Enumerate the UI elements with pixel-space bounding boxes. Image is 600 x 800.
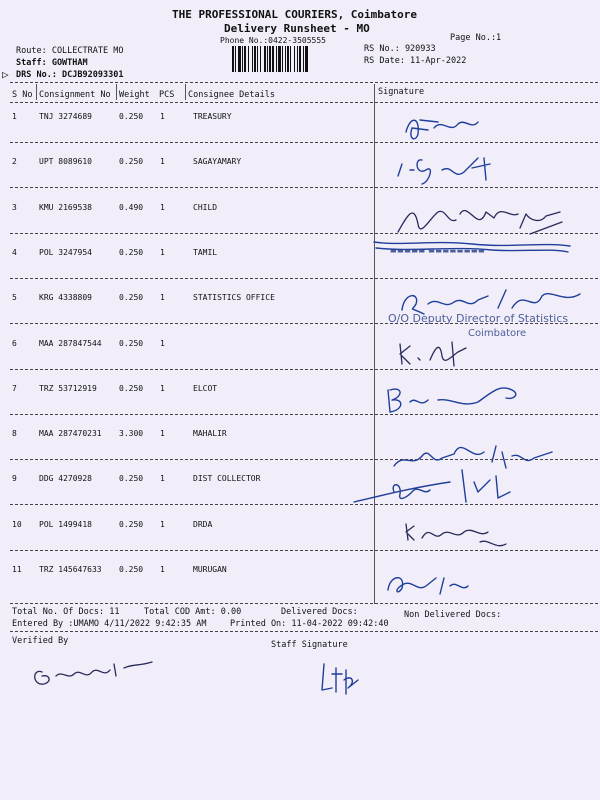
cell-weight: 0.250 [119, 383, 144, 393]
row-separator [10, 142, 598, 143]
cell-pcs: 1 [160, 474, 165, 484]
cell-consignee: DIST COLLECTOR [193, 474, 261, 484]
cell-sno: 9 [12, 474, 17, 484]
signature-row-10 [402, 518, 522, 558]
cell-consignment: MAA 287847544 [39, 338, 102, 348]
barcode-bar [267, 46, 268, 72]
barcode-bar [285, 46, 286, 72]
cell-sno: 10 [12, 519, 22, 529]
phone-number: Phone No.:0422-3505555 [220, 36, 326, 45]
barcode-bar [254, 46, 256, 72]
col-header-pcs: PCS [159, 90, 175, 100]
cell-sno: 8 [12, 429, 17, 439]
entered-by: Entered By :UMAMO 4/11/2022 9:42:35 AM [12, 619, 207, 629]
signature-row-6 [396, 336, 476, 374]
col-divider [36, 84, 37, 100]
cell-pcs: 1 [160, 247, 165, 257]
total-docs: Total No. Of Docs: 11 [12, 607, 120, 617]
col-header-consignment: Consignment No [39, 90, 111, 100]
document-title: Delivery Runsheet - MO [224, 22, 370, 35]
cell-weight: 0.250 [119, 157, 144, 167]
cell-sno: 5 [12, 293, 17, 303]
cell-consignment: UPT 8089610 [39, 157, 92, 167]
barcode-bar [299, 46, 301, 72]
signature-row-1 [398, 112, 488, 150]
staff-label: Staff: GOWTHAM [16, 58, 88, 68]
cell-consignee: STATISTICS OFFICE [193, 293, 275, 303]
cell-pcs: 1 [160, 202, 165, 212]
barcode-bar [244, 46, 246, 72]
col-header-sno: S No [12, 90, 33, 100]
cell-pcs: 1 [160, 112, 165, 121]
cell-sno: 2 [12, 157, 17, 167]
staff-signature-label: Staff Signature [271, 640, 348, 650]
cell-sno: 11 [12, 565, 22, 574]
cell-consignment: TNJ 3274689 [39, 112, 92, 121]
cell-consignment: POL 1499418 [39, 519, 92, 529]
cell-weight: 0.490 [119, 202, 144, 212]
cell-weight: 0.250 [119, 519, 144, 529]
barcode-bar [305, 46, 308, 72]
cell-consignee: TREASURY [193, 112, 232, 121]
cell-consignment: TRZ 53712919 [39, 383, 97, 393]
cell-consignee: DRDA [193, 519, 213, 529]
non-delivered-docs: Non Delivered Docs: [404, 610, 502, 620]
barcode-bar [294, 46, 295, 72]
barcode-bar [252, 46, 253, 72]
cell-pcs: 1 [160, 383, 165, 393]
cell-weight: 0.250 [119, 338, 144, 348]
verifier-signature [28, 650, 158, 694]
cell-pcs: 1 [160, 293, 165, 303]
cell-consignee: SAGAYAMARY [193, 157, 242, 167]
barcode-bar [232, 46, 234, 72]
col-divider [116, 84, 117, 100]
cell-sno: 4 [12, 247, 17, 257]
barcode-bar [282, 46, 283, 72]
cell-weight: 0.250 [119, 565, 144, 574]
cell-sno: 1 [12, 112, 17, 121]
cell-consignee: MAHALIR [193, 429, 227, 439]
col-header-weight: Weight [119, 90, 150, 100]
route-label: Route: COLLECTRATE MO [16, 46, 124, 56]
barcode-bar [238, 46, 241, 72]
col-header-consignee: Consignee Details [188, 90, 275, 100]
barcode [231, 46, 356, 72]
cell-consignment: POL 3247954 [39, 247, 92, 257]
table-top-rule [10, 82, 598, 83]
cell-weight: 0.250 [119, 247, 144, 257]
barcode-bar [278, 46, 281, 72]
barcode-bar [242, 46, 243, 72]
row-separator [10, 369, 598, 370]
barcode-bar [257, 46, 258, 72]
delivered-docs: Delivered Docs: [281, 607, 358, 617]
cell-weight: 0.250 [119, 474, 144, 484]
cell-consignment: KMU 2169538 [39, 202, 92, 212]
signature-row-2 [392, 150, 512, 194]
signature-row-9 [350, 462, 530, 516]
verified-by-label: Verified By [12, 636, 69, 646]
cell-pcs: 1 [160, 519, 165, 529]
arrow-icon: ▷ [2, 68, 9, 81]
cell-pcs: 1 [160, 338, 165, 348]
col-divider [185, 84, 186, 100]
barcode-bar [276, 46, 277, 72]
barcode-bar [235, 46, 236, 72]
row-separator [10, 278, 598, 279]
signature-col-divider [374, 84, 375, 604]
total-cod: Total COD Amt: 0.00 [144, 607, 242, 617]
cell-consignee: CHILD [193, 202, 218, 212]
signature-row-11 [384, 566, 474, 606]
cell-pcs: 1 [160, 157, 165, 167]
barcode-bar [260, 46, 261, 72]
barcode-bar [272, 46, 274, 72]
rs-number: RS No.: 920933 [364, 44, 436, 54]
table-header-rule [10, 102, 598, 103]
stamp-row-4: ▬▬▬▬▬ ▬▬▬▬▬▬▬▬ [390, 247, 486, 255]
cell-consignee: ELCOT [193, 383, 218, 393]
cell-pcs: 1 [160, 429, 165, 439]
cell-pcs: 1 [160, 565, 165, 574]
cell-consignee: TAMIL [193, 247, 218, 257]
stamp-row-5: O/O Deputy Director of Statistics [388, 312, 569, 325]
cell-consignment: DDG 4270928 [39, 474, 92, 484]
barcode-bar [264, 46, 266, 72]
barcode-bar [290, 46, 291, 72]
barcode-bar [287, 46, 289, 72]
cell-consignment: KRG 4338809 [39, 293, 92, 303]
cell-weight: 0.250 [119, 112, 144, 121]
footer-rule [10, 631, 598, 632]
col-header-signature: Signature [378, 87, 425, 97]
barcode-bar [248, 46, 249, 72]
cell-consignment: MAA 287470231 [39, 429, 102, 439]
barcode-bar [269, 46, 271, 72]
cell-consignment: TRZ 145647633 [39, 565, 102, 574]
signature-row-7 [382, 378, 532, 422]
stamp-row-5-city: Coimbatore [468, 328, 527, 339]
cell-sno: 7 [12, 383, 17, 393]
page-number: Page No.:1 [450, 33, 502, 43]
cell-consignee: MURUGAN [193, 565, 227, 574]
cell-weight: 0.250 [119, 293, 144, 303]
staff-signature [318, 660, 368, 700]
barcode-bar [303, 46, 304, 72]
drs-number: DRS No.: DCJB92093301 [16, 70, 124, 80]
cell-weight: 3.300 [119, 429, 144, 439]
cell-sno: 3 [12, 202, 17, 212]
rs-date: RS Date: 11-Apr-2022 [364, 56, 467, 66]
printed-on: Printed On: 11-04-2022 09:42:40 [230, 619, 389, 629]
table-bottom-rule [10, 603, 598, 604]
company-name: THE PROFESSIONAL COURIERS, Coimbatore [172, 8, 418, 21]
barcode-bar [297, 46, 298, 72]
cell-sno: 6 [12, 338, 17, 348]
